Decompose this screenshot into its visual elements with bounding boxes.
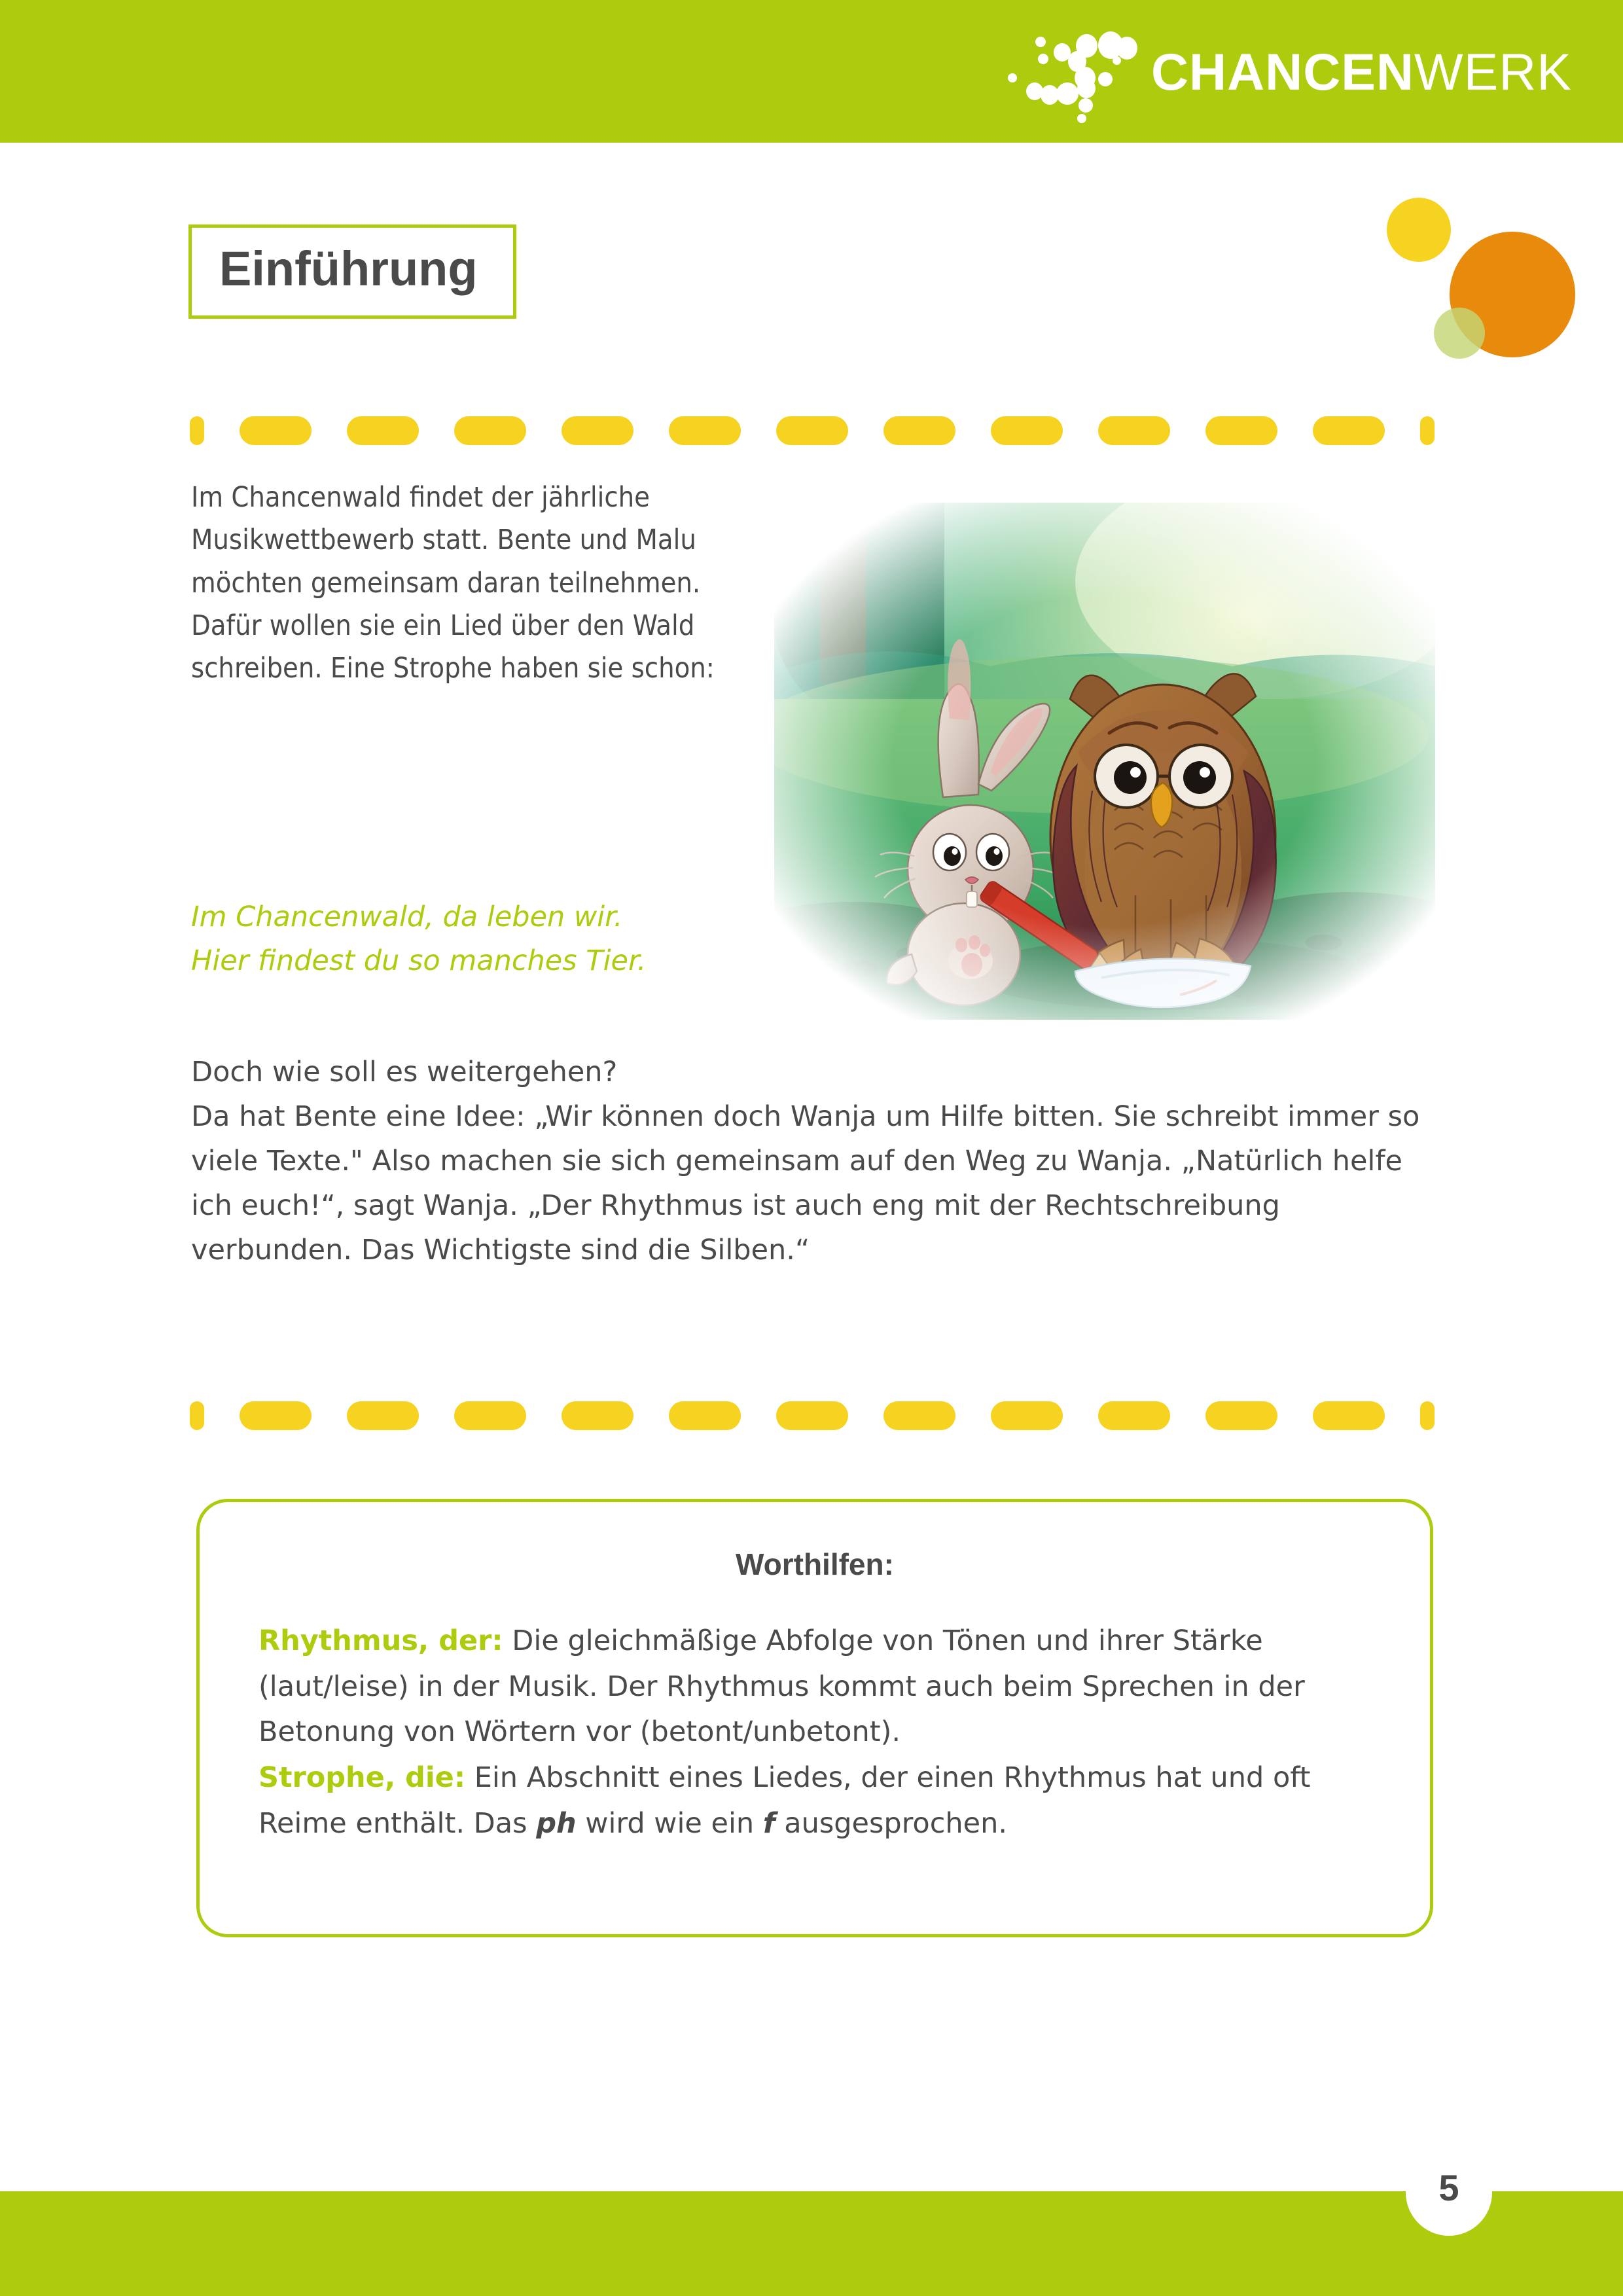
divider-dot [190,416,204,445]
decorative-circles [1335,171,1623,387]
glossary-definition-strophe-c: ausgesprochen. [775,1806,1008,1840]
divider-dash [1098,416,1170,445]
divider-dash [562,416,633,445]
divider-dash [1205,416,1277,445]
footer-bar [0,2191,1623,2296]
light-green-circle-decoration [1434,308,1485,359]
chancenwerk-dots-logo-icon [1013,22,1134,120]
verse-line-2: Hier findest du so manches Tier. [191,944,647,977]
word-help-title: Worthilfen: [736,1547,894,1581]
divider-dash [776,1401,848,1430]
page-title: Einführung [219,242,478,296]
divider-dash [776,416,848,445]
page-number-badge [1406,2149,1492,2236]
intro-paragraph-column [191,476,741,691]
divider-dot [1420,1401,1435,1430]
divider-dash [454,416,526,445]
glossary-definition-strophe-b: wird wie ein [576,1806,763,1840]
dashed-divider-bottom [190,1401,1435,1431]
divider-dash [454,1401,526,1430]
glossary-emphasis-f: f [762,1806,776,1840]
divider-dash [1205,1401,1277,1430]
divider-dash [1098,1401,1170,1430]
word-help-content [259,1619,1392,1846]
glossary-term-rhythmus: Rhythmus, der: [259,1624,503,1657]
word-help-box [196,1499,1433,1937]
divider-dash [669,1401,741,1430]
header-bar [0,0,1623,143]
logo-bold-text: CHANCEN [1151,42,1414,101]
divider-dash [347,1401,419,1430]
dashed-divider-top [190,416,1435,446]
divider-dash [991,1401,1063,1430]
divider-dash [883,416,955,445]
glossary-term-strophe: Strophe, die: [259,1761,466,1794]
yellow-circle-decoration [1387,198,1451,262]
divider-dot [190,1401,204,1430]
forest-rabbit-owl-illustration [774,503,1435,1020]
story-paragraph [191,1050,1438,1273]
glossary-emphasis-ph: ph [536,1806,577,1840]
page-title-box [188,224,516,319]
divider-dash [883,1401,955,1430]
divider-dash [240,416,312,445]
intro-paragraph: Im Chancenwald findet der jährliche Musikwettbewerb statt. Bente und Malu möchten gemeinsam daran teilnehmen. Dafür wollen sie ein Lied über den Wald schreiben. Eine Strophe haben sie schon: [191,481,715,685]
story-line-2: Da hat Bente eine Idee: „Wir können doch Wanja um Hilfe bitten. Sie schreibt immer so viele Texte." Also machen sie sich gemeinsam auf den Weg zu Wanja. „Natürlich helfe ich euch!“, sagt Wanja. „Der Rhythmus ist auch eng mit der Rechtschreibung verbunden. Das Wichtigste sind die Silben.“ [191,1100,1420,1266]
chancenwerk-logo [1013,16,1572,127]
logo-wordmark [1151,42,1572,101]
page-number: 5 [1438,2166,1459,2208]
divider-dash [240,1401,312,1430]
divider-dash [347,416,419,445]
divider-dash [1313,1401,1385,1430]
divider-dash [991,416,1063,445]
divider-dot [1420,416,1435,445]
glossary-definition-rhythmus: Die gleichmäßige Abfolge von Tönen und ihrer Stärke (laut/leise) in der Musik. Der Rhythmus kommt auch beim Sprechen in der Betonung von Wörtern vor (betont/unbetont). [259,1624,1305,1749]
divider-dash [1313,416,1385,445]
divider-dash [562,1401,633,1430]
divider-dash [669,416,741,445]
story-line-1: Doch wie soll es weitergehen? [191,1056,618,1088]
glossary-definition-strophe-a: Ein Abschnitt eines Liedes, der einen Rhythmus hat und oft Reime enthält. Das [259,1761,1311,1840]
verse-line-1: Im Chancenwald, da leben wir. [191,901,623,933]
logo-light-text: WERK [1414,42,1572,101]
song-verse [191,895,767,982]
